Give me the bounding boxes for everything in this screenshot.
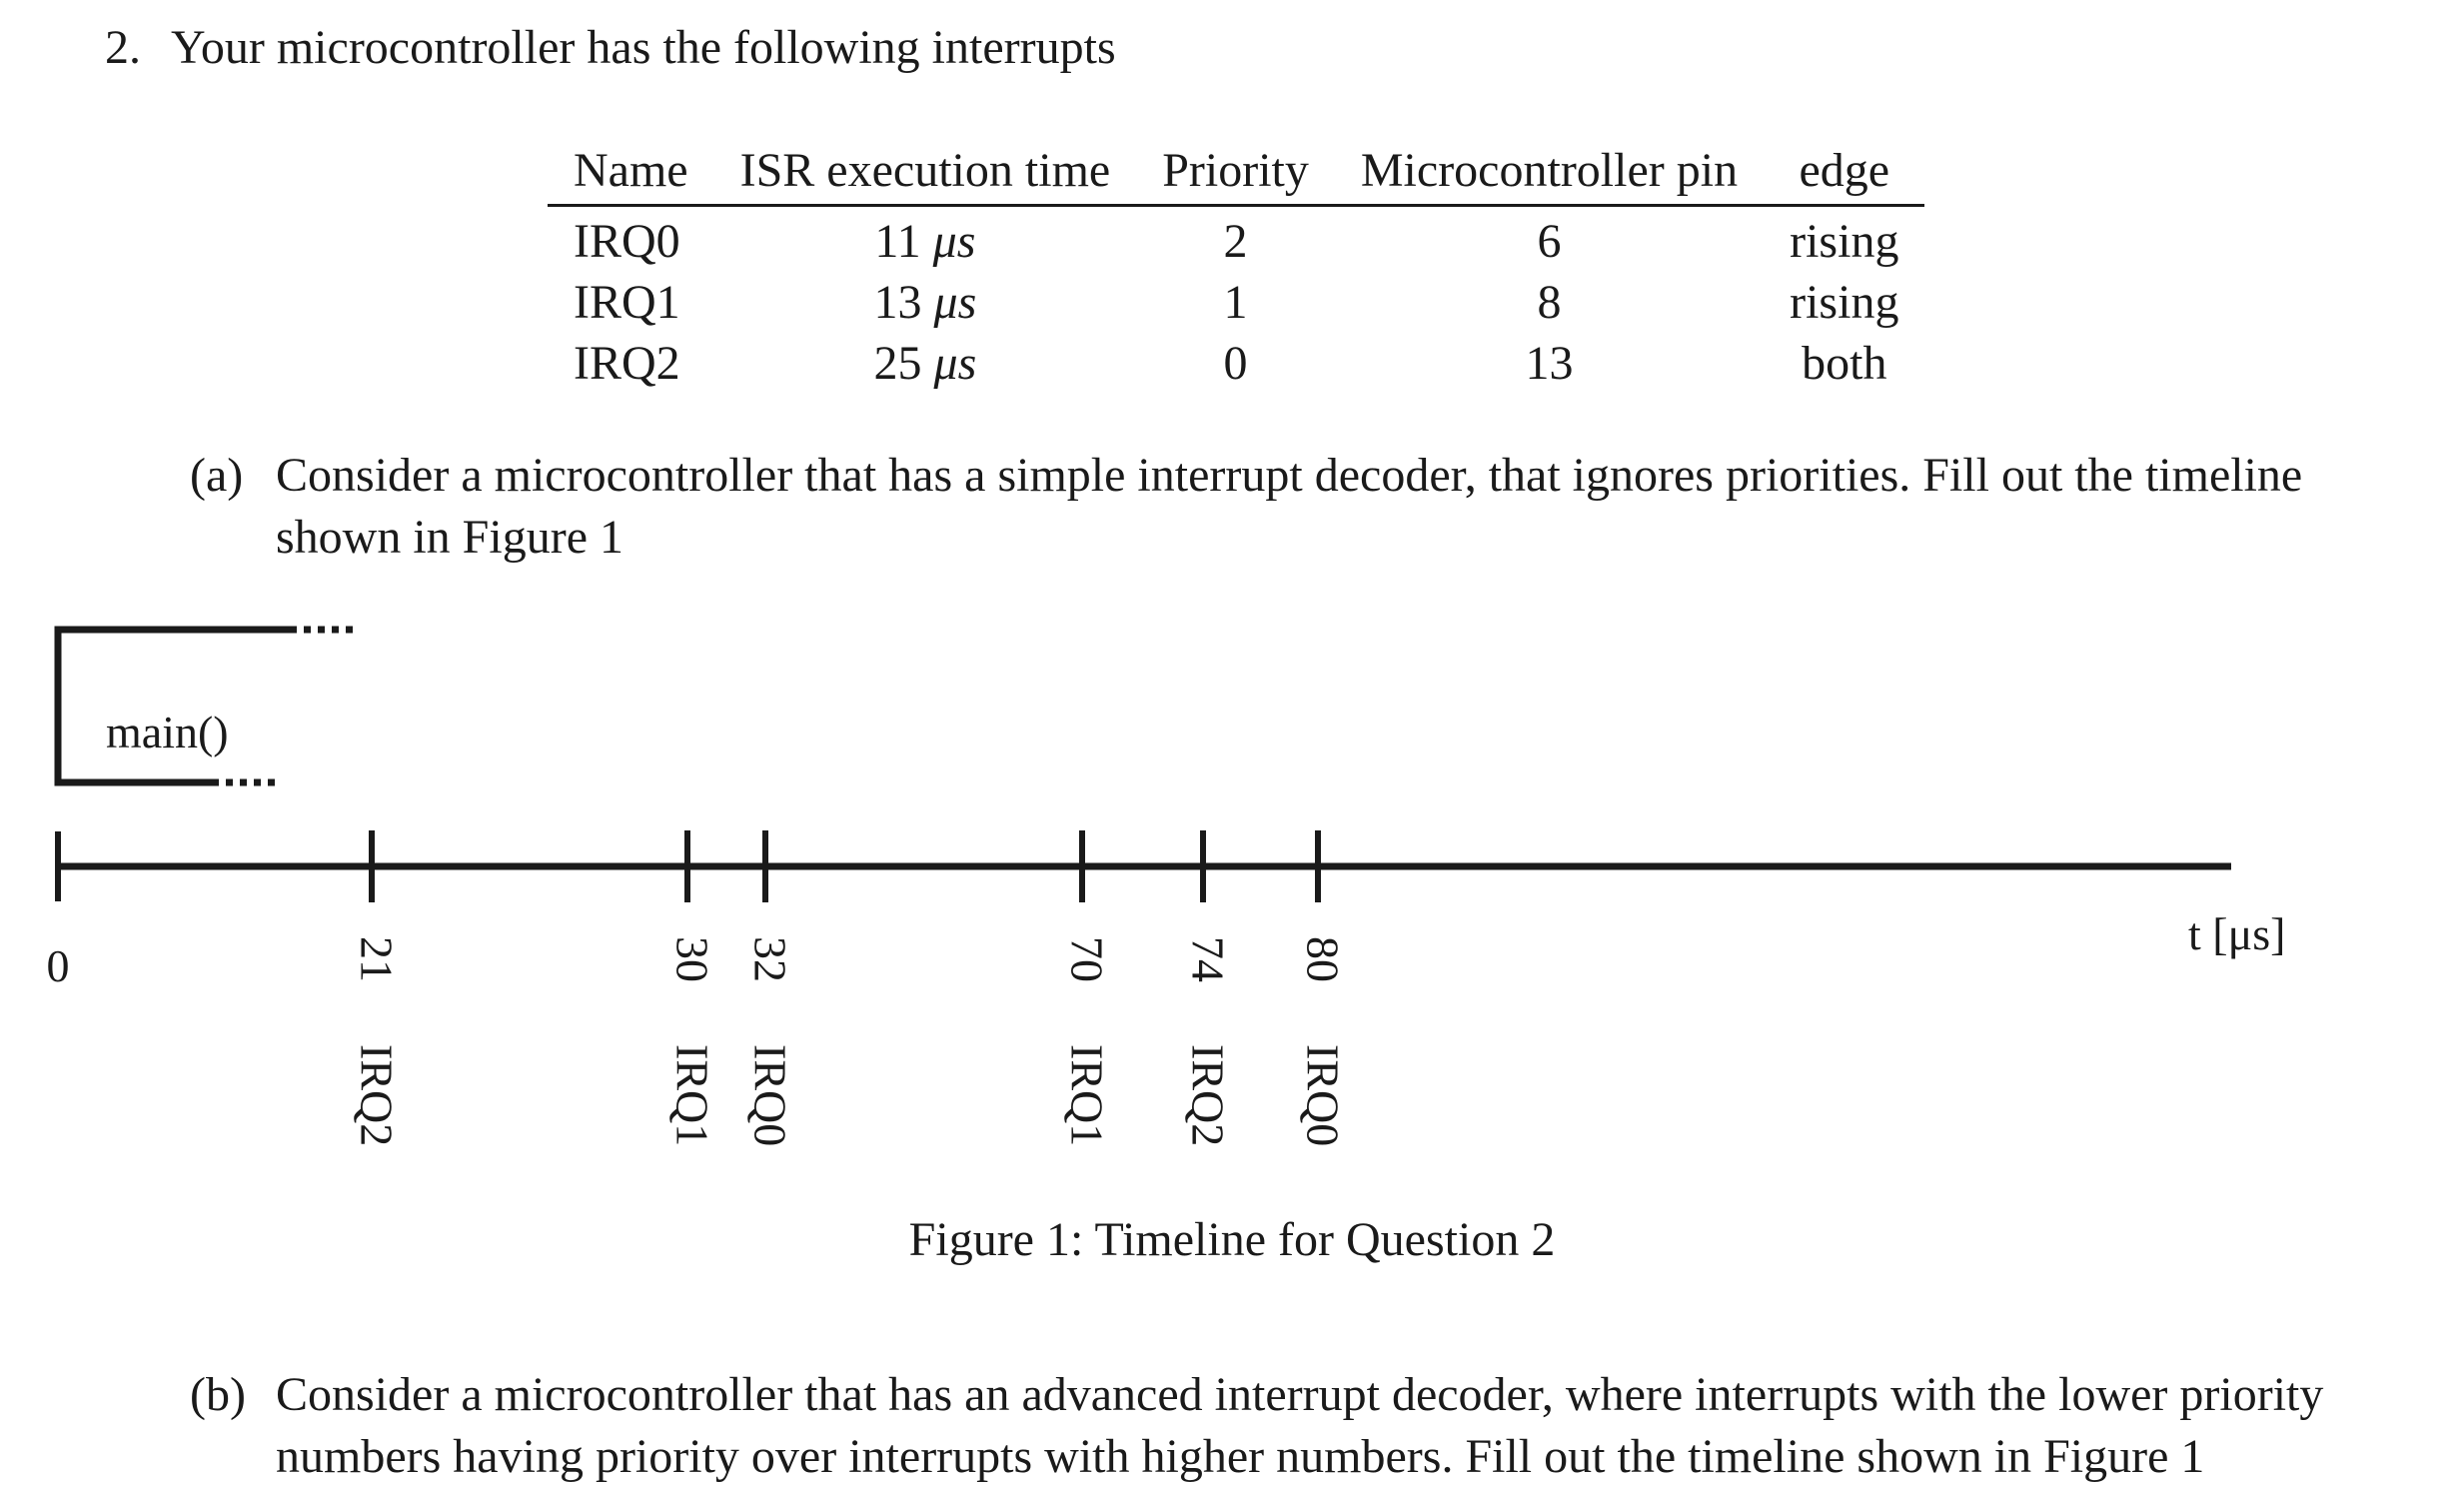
- cell-priority: 1: [1223, 276, 1248, 329]
- question-text: Your microcontroller has the following interrupts: [171, 21, 1116, 74]
- event-time-label: 70: [1061, 936, 1113, 982]
- figure-caption: [0, 1212, 2464, 1267]
- part-b-text: Consider a microcontroller that has an advanced interrupt decoder, where interrupts with the lower priority numbers having priority over interrupts with higher numbers. Fill out the timeline shown in Figure 1: [276, 1368, 2324, 1483]
- event-time-label: 74: [1182, 936, 1234, 982]
- table-header-row: [548, 140, 1924, 206]
- cell-name: IRQ1: [574, 276, 680, 329]
- table-row: [548, 206, 1924, 273]
- time-value: 13: [873, 276, 922, 329]
- event-time-label: 30: [666, 936, 718, 982]
- cell-name: IRQ2: [574, 337, 680, 390]
- header-name: Name: [548, 140, 714, 206]
- header-isr-time: ISR execution time: [714, 140, 1137, 206]
- cell-priority: 2: [1223, 215, 1248, 268]
- table-row: [548, 333, 1924, 394]
- cell-isr-time: [714, 333, 1137, 394]
- axis-label: t [μs]: [2188, 908, 2286, 959]
- table-row: [548, 272, 1924, 333]
- time-value: 25: [873, 337, 922, 390]
- timeline-figure: [0, 600, 2464, 1159]
- interrupt-table: [548, 140, 1924, 394]
- event-irq-label: IRQ0: [744, 1044, 796, 1147]
- part-b: [190, 1364, 2428, 1488]
- event-time-label: 32: [744, 936, 796, 982]
- event-time-label: 80: [1297, 936, 1349, 982]
- cell-pin: 8: [1537, 276, 1562, 329]
- part-b-label: (b): [190, 1368, 246, 1421]
- header-pin: Microcontroller pin: [1335, 140, 1764, 206]
- event-irq-label: IRQ2: [1182, 1044, 1234, 1147]
- header-edge: edge: [1764, 140, 1924, 206]
- time-unit: μs: [932, 215, 976, 268]
- question-heading: [105, 20, 1116, 75]
- time-value: 11: [874, 215, 921, 268]
- cell-edge: both: [1802, 337, 1887, 390]
- header-priority: Priority: [1136, 140, 1335, 206]
- part-a-label: (a): [190, 449, 244, 502]
- time-unit: μs: [933, 276, 977, 329]
- event-ticks: [351, 830, 1348, 1146]
- cell-edge: rising: [1790, 276, 1899, 329]
- event-irq-label: IRQ2: [351, 1044, 403, 1147]
- time-unit: μs: [933, 337, 977, 390]
- cell-isr-time: [714, 206, 1137, 273]
- event-irq-label: IRQ1: [1061, 1044, 1113, 1147]
- cell-priority: 0: [1223, 337, 1248, 390]
- origin-label: 0: [46, 940, 70, 991]
- event-irq-label: IRQ1: [666, 1044, 718, 1147]
- cell-isr-time: [714, 272, 1137, 333]
- main-label: main(): [106, 707, 229, 757]
- event-irq-label: IRQ0: [1297, 1044, 1349, 1147]
- cell-pin: 6: [1537, 215, 1562, 268]
- question-number: 2.: [105, 21, 141, 74]
- event-time-label: 21: [351, 936, 403, 982]
- cell-name: IRQ0: [574, 215, 680, 268]
- cell-edge: rising: [1790, 215, 1899, 268]
- part-a: [190, 445, 2428, 569]
- cell-pin: 13: [1525, 337, 1574, 390]
- part-a-text: Consider a microcontroller that has a simple interrupt decoder, that ignores priorities. Fill out the timeline shown in Figure 1: [276, 449, 2303, 564]
- figure-caption-text: Figure 1: Timeline for Question 2: [908, 1213, 1556, 1266]
